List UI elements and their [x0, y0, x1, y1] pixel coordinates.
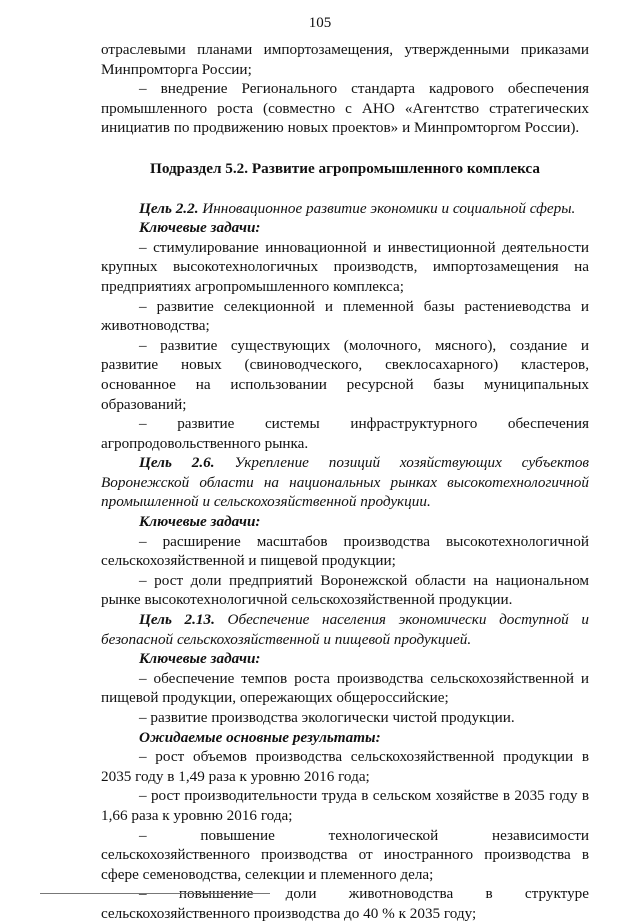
- goal-2-13-result-3: – повышение технологической независимости сельскохозяйственного производства от иностранного производства в сфере семеноводства, селекции и племенного дела;: [101, 826, 589, 883]
- goal-2-2-text: Инновационное развитие экономики и социальной сферы.: [202, 199, 576, 217]
- goal-2-13-task-1: – обеспечение темпов роста производства сельскохозяйственной и пищевой продукции, опережающих общероссийские;: [101, 669, 589, 707]
- goal-2-13-result-4: – повышение доли животноводства в структуре сельскохозяйственного производства до 40 % к 2035 году;: [101, 885, 589, 922]
- document-body: [101, 40, 589, 924]
- goal-2-2-task-3: – развитие существующих (молочного, мясного), создание и развитие новых (свиноводческого, свеклосахарного) кластеров, основанное на использовании ресурсной базы муниципальных образований;: [101, 336, 589, 413]
- goal-2-2-task-2: – развитие селекционной и племенной базы растениеводства и животноводства;: [101, 297, 589, 335]
- goal-2-13-label: Цель 2.13.: [139, 611, 215, 629]
- goal-2-6: [101, 453, 589, 512]
- intro-paragraph-2: – внедрение Регионального стандарта кадрового обеспечения промышленного роста (совместно с АНО «Агентство стратегических инициатив по продвижению новых проектов» и Минпромторгом России).: [101, 80, 589, 137]
- goal-2-13-results-label: Ожидаемые основные результаты:: [139, 728, 381, 746]
- goal-2-6-task-1: – расширение масштабов производства высокотехнологичной сельскохозяйственной и пищевой продукции;: [101, 532, 589, 570]
- section-heading: Подраздел 5.2. Развитие агропромышленного комплекса: [150, 159, 540, 177]
- goal-2-13-text: Обеспечение населения экономически доступной и безопасной сельскохозяйственной и пищевой продукцией.: [101, 611, 589, 648]
- intro-paragraph-1: отраслевыми планами импортозамещения, утвержденными приказами Минпромторга России;: [101, 41, 589, 78]
- goal-2-2: [101, 199, 589, 219]
- goal-2-6-label: Цель 2.6.: [139, 454, 215, 472]
- goal-2-2-label: Цель 2.2.: [139, 199, 199, 217]
- goal-2-6-tasks-label: Ключевые задачи:: [139, 513, 261, 531]
- goal-2-13-result-1: – рост объемов производства сельскохозяйственной продукции в 2035 году в 1,49 раза к уровню 2016 года;: [101, 748, 589, 785]
- goal-2-2-tasks-label: Ключевые задачи:: [139, 219, 261, 237]
- footer-rule: [40, 893, 270, 894]
- goal-2-2-task-4: – развитие системы инфраструктурного обеспечения агропродовольственного рынка.: [101, 415, 589, 452]
- goal-2-13-tasks-label: Ключевые задачи:: [139, 650, 261, 668]
- goal-2-2-task-1: – стимулирование инновационной и инвестиционной деятельности крупных высокотехнологичных производств, импортозамещения на предприятиях агропромышленного комплекса;: [101, 238, 589, 295]
- goal-2-13-result-2: – рост производительности труда в сельском хозяйстве в 2035 году в 1,66 раза к уровню 2016 года;: [101, 787, 589, 824]
- goal-2-13-task-2: – развитие производства экологически чистой продукции.: [139, 709, 515, 726]
- goal-2-6-text: Укрепление позиций хозяйствующих субъектов Воронежской области на национальных рынках высокотехнологичной промышленной и сельскохозяйственной продукции.: [101, 454, 590, 511]
- goal-2-6-task-2: – рост доли предприятий Воронежской области на национальном рынке высокотехнологичной сельскохозяйственной продукции.: [101, 571, 589, 609]
- goal-2-13: [101, 610, 589, 649]
- page-number: 105: [308, 15, 332, 31]
